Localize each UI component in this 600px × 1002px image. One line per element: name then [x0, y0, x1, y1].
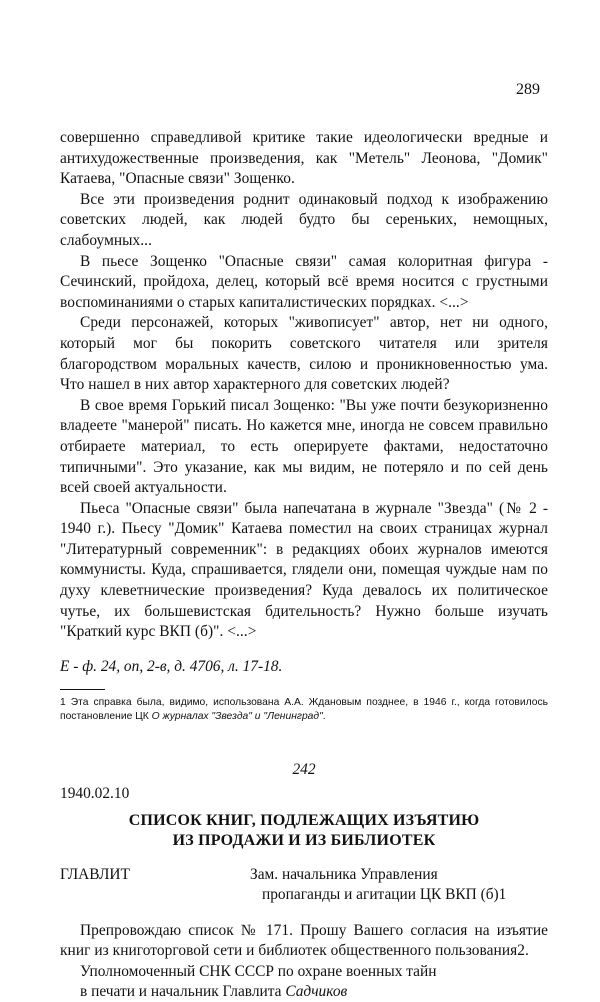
document-to	[250, 865, 506, 905]
document-title	[60, 811, 548, 851]
paragraph-2: Все эти произведения роднит одинаковый подход к изображению советских людей, как людей будто бы сереньких, немощных, слабоумных...	[60, 190, 548, 249]
paragraph-6: Пьеса "Опасные связи" была напечатана в журнале "Звезда" (№ 2 - 1940 г.). Пьесу "Домик" Катаева поместил на своих страницах журнал "Литературный современник": в редакциях обоих журналов имеются коммунисты. Куда, спрашивается, глядели они, помещая чуждые нам по духу клеветнические произведения? Куда девалось их политическое чутье, их большевистская бдительность? Нужно больше изучать "Краткий курс ВКП (б)". <...>	[60, 499, 548, 641]
paragraph-4: Среди персонажей, которых "живописует" автор, нет ни одного, который мог бы покорить советского читателя или зрителя благородством моральных качеств, силою и проникновенностью ума. Что нашел в них автор характерного для советских людей?	[60, 314, 548, 394]
title-line-2: ИЗ ПРОДАЖИ И ИЗ БИБЛИОТЕК	[172, 831, 436, 849]
document-signature	[60, 962, 548, 1002]
signature-position: в печати и начальник Главлита	[80, 983, 286, 1001]
paragraph-5: В свое время Горький писал Зощенко: "Вы уже почти безукоризненно владеете "манерой" писать. Но кажется мне, иногда не совсем правильно отбираете материал, то есть оперируете фактами, недостаточно типичными". Это указание, как мы видим, не потеряло и по сей день всей своей актуальности.	[60, 396, 548, 497]
signature-line-1: Уполномоченный СНК СССР по охране военных тайн	[80, 963, 437, 981]
page-number: 289	[516, 81, 540, 98]
document-header	[60, 865, 548, 907]
paragraph-1: совершенно справедливой критике такие идеологически вредные и антихудожественные произведения, как "Метель" Леонова, "Домик" Катаева, "Опасные связи" Зощенко.	[60, 129, 548, 188]
footnote-end: .	[322, 711, 326, 723]
footnote-italic: О журналах "Звезда" и "Ленинград"	[151, 711, 323, 723]
to-line-2: пропаганды и агитации ЦК ВКП (б)1	[262, 885, 507, 903]
footnote-text: 1 Эта справка была, видимо, использована А.А. Ждановым позднее, в 1946 г., когда готовилось постановление ЦК	[60, 696, 548, 723]
title-line-1: СПИСОК КНИГ, ПОДЛЕЖАЩИХ ИЗЪЯТИЮ	[128, 811, 480, 829]
document-from: ГЛАВЛИТ	[60, 865, 130, 883]
page-content	[60, 128, 548, 1002]
document-date: 1940.02.10	[60, 784, 130, 802]
to-line-1: Зам. начальника Управления	[250, 865, 438, 883]
footnote-divider	[60, 689, 105, 690]
paragraph-3: В пьесе Зощенко "Опасные связи" самая колоритная фигура - Сечинский, пройдоха, делец, который всё время носится с грустными воспоминаниями о старых капиталистических порядках. <...>	[60, 252, 548, 311]
document-number: 242	[292, 760, 316, 778]
document-body: Препровождаю список № 171. Прошу Вашего согласия на изъятие книг из книготорговой сети и библиотек общественного пользования2.	[60, 921, 548, 960]
archive-source: Е - ф. 24, оп, 2-в, д. 4706, л. 17-18.	[60, 657, 283, 675]
signer-name: Садчиков	[285, 983, 348, 1001]
footnote	[60, 696, 548, 725]
signature-line-2	[60, 982, 548, 1002]
